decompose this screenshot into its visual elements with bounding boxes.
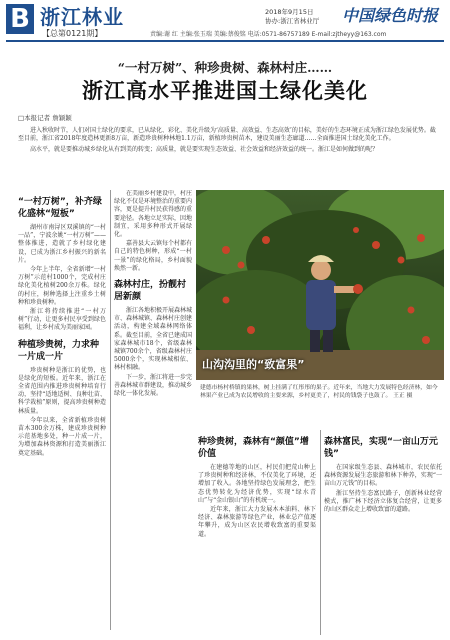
section-title: 浙江林业 (40, 5, 124, 29)
article-subhead: “一村万树”、种珍贵树、森林村庄…… (117, 60, 333, 75)
article-lead (18, 127, 438, 156)
lead-paragraph: 进入秋收时节，人们对国土绿化的要求，已从绿化、彩化、美化升级为‘高质量、高效益、生态高效’的目标，美好的生态环境正成为浙江绿色发展优势。截至目前，浙江省2018年度造林更新8万亩，新造珍贵树种林地1.1万亩，新植珍贵树苗木，建设美丽生态廊道……全面推进国土绿化美化工作。 (18, 127, 436, 143)
section-letter: B (6, 4, 34, 34)
article-photo (196, 190, 444, 380)
body-paragraph: 嘉善县大云镇每个村都有自己的特色树种，形成“一村一景”的绿化格局，乡村面貌焕然一新。 (114, 240, 192, 272)
middle-column (114, 190, 192, 630)
body-paragraph: 湖州市南浔区双溪镇的“一村一品”，宁波余姚“一村万树”——整体推进，造就了乡村绿化建设，已成为浙江乡村振兴的新名片。 (18, 224, 106, 264)
section-heading: 种珍贵树，森林有“颜值”增价值 (198, 437, 309, 459)
article-headline: 浙江高水平推进国土绿化美化 (82, 79, 368, 103)
editor-info: 责编:谢 红 主编:张玉瑞 美编:蔡俊铭 电话:0571-86757189 E-mail:zjtheyy@163.com (150, 31, 387, 38)
body-paragraph: 在国家级生态县、森林城市，农民依托森林资源发展生态旅游和林下种养，实现“一亩山万元钱”的目标。 (324, 464, 442, 488)
column-divider (110, 190, 111, 630)
body-paragraph: 在美丽乡村建设中，村庄绿化不仅是环境整治的重要内容，更是提升村民获得感的重要途径。各地立足实际，因地制宜，采用多种形式开展绿化。 (114, 190, 192, 239)
issue-number: 【总第0121期】 (42, 29, 103, 38)
body-paragraph: 今年上半年，全省新增“一村万树”示范村1000个，完成村庄绿化美化植树200余万株。绿化的村庄，树种选择上注重乡土树种和珍贵树种。 (18, 266, 106, 306)
section-heading: 森林富民，实现“一亩山万元钱” (324, 437, 438, 459)
left-column (18, 190, 106, 630)
header-rule (6, 40, 444, 42)
date-line: 2018年9月15日 (265, 8, 314, 16)
section-heading: 种植珍贵树，力求种一片成一片 (18, 339, 100, 362)
co-organizer-line: 协办:浙江省林业厅 (265, 17, 320, 25)
photo-title: 山沟沟里的“致富果” (202, 358, 305, 371)
right-column-b (324, 430, 442, 635)
body-paragraph: 浙江各地积极开展森林城市、森林城镇、森林村庄创建活动，构建全域森林网络体系。截至目前，全省已建成国家森林城市18个，省级森林城镇700余个，省级森林村庄5000余个，实现林城相依、林村相融。 (114, 307, 192, 372)
body-paragraph: 下一步，浙江将进一步完善森林城市群建设，推动城乡绿化一体化发展。 (114, 373, 192, 398)
section-heading: “一村万树”，补齐绿化盛林“短板” (18, 197, 102, 219)
newspaper-logo: 中国绿色时报 (341, 6, 438, 25)
body-paragraph: 在建德等地的山区，村民们把荒山种上了珍贵树种和经济林，不仅美化了环境，还增加了收入。各地坚持绿色发展理念，把生态优势转化为经济优势，实现“绿水青山”与“金山银山”的有机统一。 (198, 464, 316, 504)
page-header (0, 0, 450, 42)
body-paragraph: 浙江坚持生态富民路子，创新林业经营模式，推广林下经济立体复合经营，让更多的山区群众走上增收致富的道路。 (324, 489, 442, 514)
article-byline: □本报记者 詹颖颖 (18, 114, 72, 122)
body-paragraph: 珍贵树种是浙江的优势，也是绿化的短板。近年来，浙江在全省范围内推进珍贵树种培育行动，坚持“适地适树、良种壮苗、科学栽植”原则，提高珍贵树种造林质量。 (18, 366, 106, 415)
section-heading: 森林村庄，扮靓村居新颜 (114, 280, 187, 303)
right-column-a (198, 430, 316, 635)
photo-caption: 建德市杨村桥镇的果林，树上挂满了红彤彤的果子。近年来，当地大力发展特色经济林，如今林果产业已成为农民增收的主要来源，乡村更美了，村民的钱袋子也鼓了。 王正 摄 (200, 385, 438, 399)
body-paragraph: 浙江将持续推进“一村万树”行动，让更多村民享受到绿色福利，让乡村成为美丽家园。 (18, 308, 106, 332)
orchard-photo-image (196, 190, 444, 380)
body-paragraph: 今年以来，全省新植珍贵树苗木300余万株，建成珍贵树种示范基地多处，种一片成一片，为增加森林资源和打造美丽浙江奠定基础。 (18, 416, 106, 457)
body-paragraph: 近年来，浙江大力发展木本油料、林下经济、森林旅游等绿色产业，林业总产值逐年攀升，成为山区农民增收致富的重要渠道。 (198, 506, 316, 538)
lead-paragraph: 高水平，就是要推动城乡绿化从有到美的转变；高质量，就是要实现生态效益、社会效益和经济效益的统一。浙江是如何做到的呢？ (30, 145, 379, 153)
column-divider (320, 430, 321, 635)
